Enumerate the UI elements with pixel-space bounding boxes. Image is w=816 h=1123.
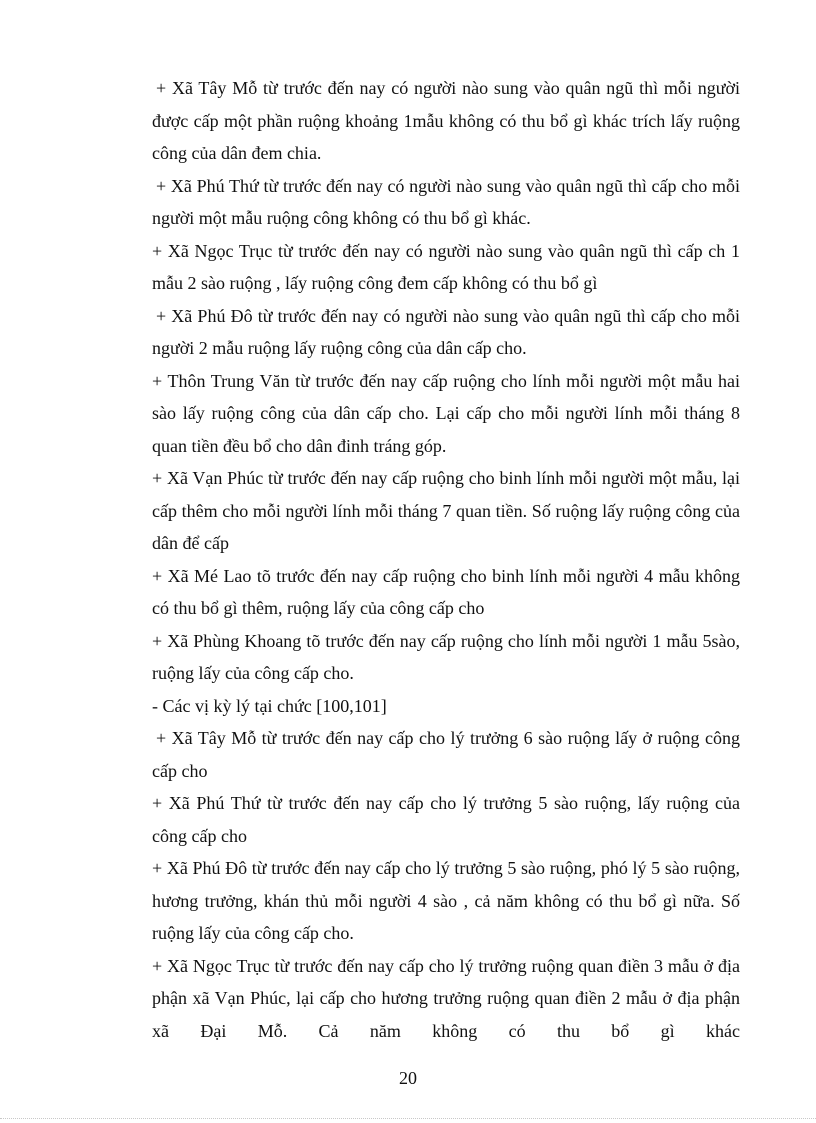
paragraph-phu-thu-officials: + Xã Phú Thứ từ trước đến nay cấp cho lý trưởng 5 sào ruộng, lấy ruộng của công cấp cho <box>152 793 740 846</box>
paragraph-tay-mo-officials: + Xã Tây Mỗ từ trước đến nay cấp cho lý trưởng 6 sào ruộng lấy ở ruộng công cấp cho <box>152 728 740 781</box>
paragraph-phu-thu-military: + Xã Phú Thứ từ trước đến nay có người nào sung vào quân ngũ thì cấp cho mỗi người một mẫu ruộng công không có thu bổ gì khác. <box>152 175 740 228</box>
page-bottom-divider <box>0 1118 816 1119</box>
paragraph-ngoc-truc-military: + Xã Ngọc Trục từ trước đến nay có người nào sung vào quân ngũ thì cấp ch 1 mẫu 2 sào ruộng , lấy ruộng công đem cấp không có thu bổ gì <box>152 240 740 293</box>
paragraph-van-phuc-military: + Xã Vạn Phúc từ trước đến nay cấp ruộng cho binh lính mỗi người một mẫu, lại cấp thêm cho mỗi người lính mỗi tháng 7 quan tiền. Số ruộng lấy ruộng công của dân để cấp <box>152 468 740 553</box>
paragraph-phu-do-officials: + Xã Phú Đô từ trước đến nay cấp cho lý trưởng 5 sào ruộng, phó lý 5 sào ruộng, hương trưởng, khán thủ mỗi người 4 sào , cả năm không có thu bổ gì nữa. Số ruộng lấy của công cấp cho. <box>152 858 740 943</box>
page-number: 20 <box>399 1068 417 1088</box>
paragraph-phu-do-military: + Xã Phú Đô từ trước đến nay có người nào sung vào quân ngũ thì cấp cho mỗi người 2 mẫu ruộng lấy ruộng công của dân cấp cho. <box>152 305 740 358</box>
paragraph-me-lao-military: + Xã Mé Lao tõ trước đến nay cấp ruộng cho binh lính mỗi người 4 mẫu không có thu bổ gì thêm, ruộng lấy của công cấp cho <box>152 565 740 618</box>
section-heading-officials: - Các vị kỳ lý tại chức [100,101] <box>152 695 387 716</box>
paragraph-tay-mo-military: + Xã Tây Mỗ từ trước đến nay có người nào sung vào quân ngũ thì mỗi người được cấp một phần ruộng khoảng 1mẫu không có thu bổ gì khác trích lấy ruộng công của dân đem chia. <box>152 78 740 163</box>
paragraph-phung-khoang-military: + Xã Phùng Khoang tõ trước đến nay cấp ruộng cho lính mỗi người 1 mẫu 5sào, ruộng lấy của công cấp cho. <box>152 630 740 683</box>
paragraph-ngoc-truc-officials: + Xã Ngọc Trục từ trước đến nay cấp cho lý trưởng ruộng quan điền 3 mẫu ở địa phận xã Vạn Phúc, lại cấp cho hương trưởng ruộng quan điền 2 mẫu ở địa phận xã Đại Mỗ. Cả năm không có thu bổ gì khác <box>152 955 740 1041</box>
document-body <box>152 72 740 1047</box>
paragraph-trung-van-military: + Thôn Trung Văn từ trước đến nay cấp ruộng cho lính mỗi người một mẫu hai sào lấy ruộng công của dân cấp cho. Lại cấp cho mỗi người lính mỗi tháng 8 quan tiền đều bổ cho dân đinh tráng góp. <box>152 370 740 456</box>
